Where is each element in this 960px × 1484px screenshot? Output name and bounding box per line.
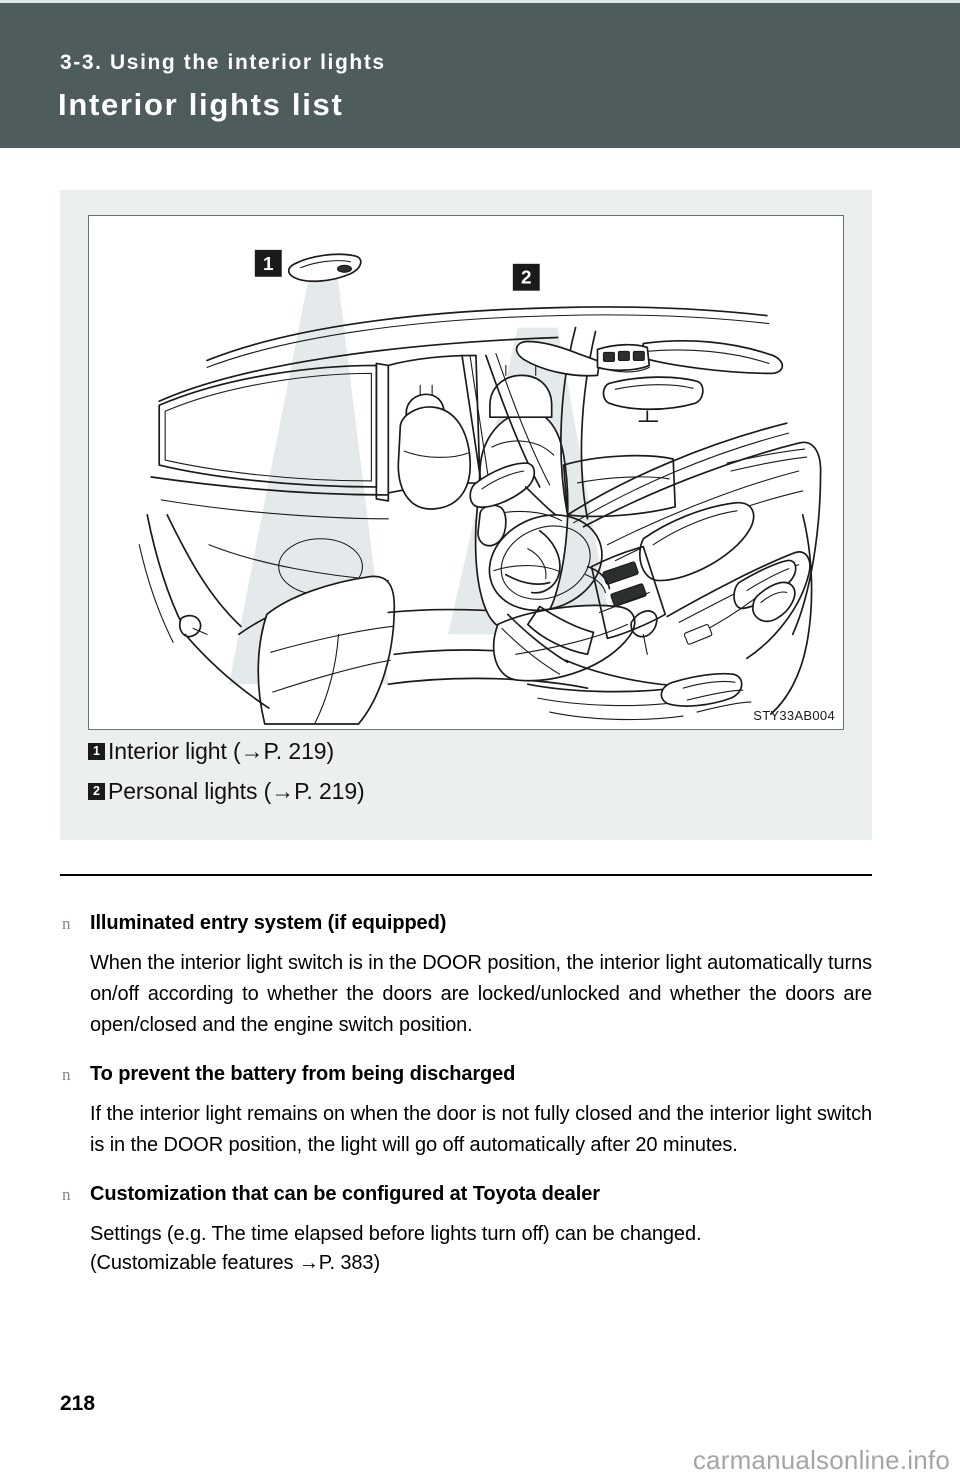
paragraph-customization-line2: (Customizable features →P. 383) bbox=[90, 1252, 381, 1274]
car-interior-illustration bbox=[89, 216, 843, 729]
paragraph-prevent-battery-discharge: If the interior light remains on when the door is not fully closed and the interior light switch is in the DOOR position, the light will go off automatically after 20 minutes. bbox=[90, 1103, 872, 1156]
page-number: 218 bbox=[60, 1392, 96, 1415]
page-title: Interior lights list bbox=[58, 87, 344, 122]
bullet-glyph-icon: n bbox=[62, 1185, 71, 1204]
subheading-illuminated-entry bbox=[60, 912, 872, 935]
paragraph-customization-line1: Settings (e.g. The time elapsed before lights turn off) can be changed. bbox=[90, 1223, 702, 1245]
page-header-band bbox=[0, 3, 960, 148]
callout-badge-2 bbox=[513, 264, 540, 291]
figure-frame bbox=[88, 215, 844, 730]
bullet-glyph-icon: n bbox=[62, 914, 71, 933]
legend-item-2 bbox=[88, 778, 365, 805]
legend-label-1: Interior light (→P. 219) bbox=[108, 738, 335, 764]
subheading-prevent-battery-discharge bbox=[60, 1063, 872, 1086]
watermark: carmanualsonline.info bbox=[692, 1445, 950, 1475]
legend-number-badge-2: 2 bbox=[88, 783, 105, 800]
subheading-customization bbox=[60, 1183, 872, 1206]
body-copy bbox=[60, 912, 872, 1301]
figure-image-code: STY33AB004 bbox=[753, 708, 835, 723]
subheading-text: Illuminated entry system (if equipped) bbox=[90, 912, 447, 934]
paragraph-illuminated-entry: When the interior light switch is in the DOOR position, the interior light automatically turns on/off according to whether the doors are locked/unlocked and whether the doors are open/closed and the engine switch position. bbox=[90, 952, 872, 1036]
callout-badge-1 bbox=[255, 250, 282, 277]
section-divider-rule bbox=[60, 874, 872, 876]
subheading-text: Customization that can be configured at Toyota dealer bbox=[90, 1183, 600, 1205]
subheading-text: To prevent the battery from being discharged bbox=[90, 1063, 516, 1085]
svg-text:1: 1 bbox=[263, 253, 274, 275]
legend-item-1 bbox=[88, 738, 334, 765]
legend-label-2: Personal lights (→P. 219) bbox=[108, 778, 365, 804]
legend-number-badge-1: 1 bbox=[88, 743, 105, 760]
figure-panel bbox=[60, 190, 872, 840]
svg-text:2: 2 bbox=[521, 267, 532, 289]
section-label: 3-3. Using the interior lights bbox=[60, 51, 386, 74]
bullet-glyph-icon: n bbox=[62, 1065, 71, 1084]
